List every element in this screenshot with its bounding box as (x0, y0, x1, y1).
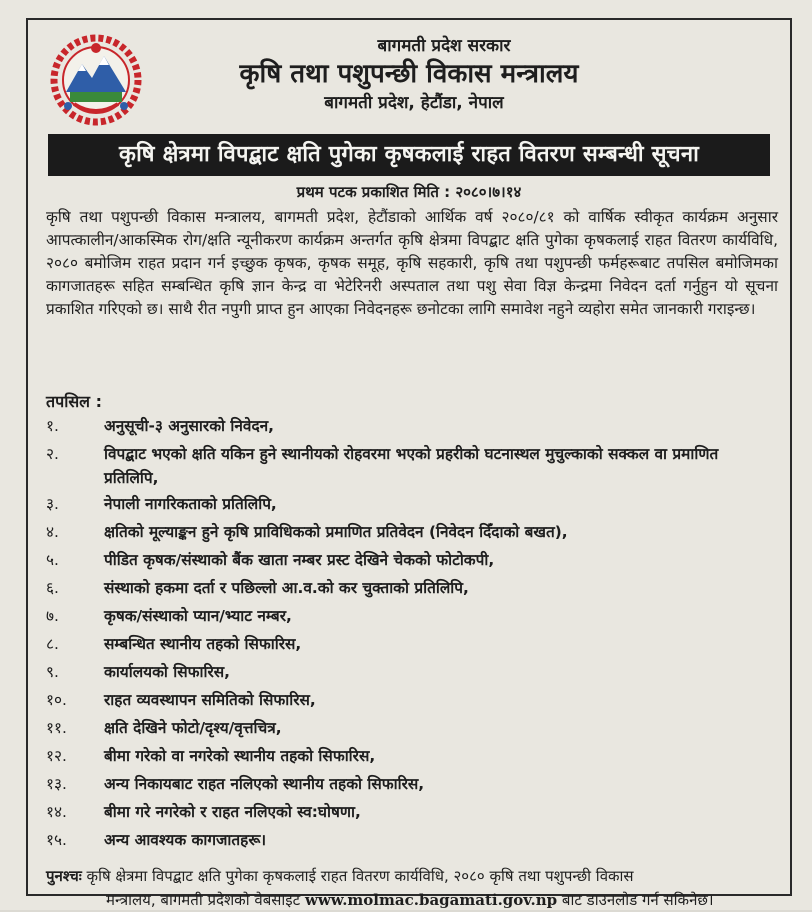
item-number: ७. (46, 607, 59, 625)
item-text: अन्य निकायबाट राहत नलिएको स्थानीय तहको सिफारिस, (104, 775, 425, 793)
list-item (46, 632, 774, 660)
item-text: संस्थाको हकमा दर्ता र पछिल्लो आ.व.को कर चुक्ताको प्रतिलिपि, (104, 579, 469, 597)
item-text: बीमा गरे नगरेको र राहत नलिएको स्व:घोषणा, (104, 803, 361, 821)
item-text: पीडित कृषक/संस्थाको बैंक खाता नम्बर प्रस्ट देखिने चेकको फोटोकपी, (104, 551, 495, 569)
item-number: ११. (46, 719, 67, 737)
item-text: विपद्बाट भएको क्षति यकिन हुने स्थानीयको रोहवरमा भएको प्रहरीको घटनास्थल मुचुल्काको सक्कल वा प्रमाणित प्रतिलिपि, (104, 445, 719, 487)
list-item (46, 604, 774, 632)
postscript-text-1: कृषि क्षेत्रमा विपद्बाट क्षति पुगेका कृषकलाई राहत वितरण कार्यविधि, २०८० कृषि तथा पशुपन्छी विकास (81, 867, 634, 885)
notice-title: कृषि क्षेत्रमा विपद्बाट क्षति पुगेका कृषकलाई राहत वितरण सम्बन्धी सूचना (48, 134, 770, 176)
notice-frame (26, 18, 792, 909)
item-number: ८. (46, 635, 59, 653)
ministry-name: कृषि तथा पशुपन्छी विकास मन्त्रालय (239, 59, 579, 89)
list-item (46, 716, 774, 744)
postscript-label: पुनश्चः (46, 867, 82, 885)
item-text: सम्बन्धित स्थानीय तहको सिफारिस, (104, 635, 302, 653)
item-text: क्षति देखिने फोटो/दृश्य/वृत्तचित्र, (104, 719, 282, 737)
item-text: कृषक/संस्थाको प्यान/भ्याट नम्बर, (104, 607, 292, 625)
intro-paragraph: कृषि तथा पशुपन्छी विकास मन्त्रालय, बागमती प्रदेश, हेटौंडाको आर्थिक वर्ष २०८०/८१ को वार्षिक स्वीकृत कार्यक्रम अनुसार आपत्कालीन/आकस्मिक रोग/क्षति न्यूनीकरण कार्यक्रम अन्तर्गत कृषि क्षेत्रमा विपद्बाट क्षति पुगेका कृषकलाई राहत वितरण कार्यविधि, २०८० बमोजिम राहत प्रदान गर्न इच्छुक कृषक, कृषक समूह, कृषि सहकारी, कृषि तथा पशुपन्छी फर्महरूबाट तपसिल बमोजिमका कागजातहरू सहित सम्बन्धित कृषि ज्ञान केन्द्र वा भेटेरिनरी अस्पताल तथा पशु सेवा विज्ञ केन्द्रमा निवेदन दर्ता गर्नुहुन यो सूचना प्रकाशित गरिएको छ। साथै रीत नपुगी प्राप्त हुन आएका निवेदनहरू छनोटका लागि समावेश नहुने व्यहोरा समेत जानकारी गराइन्छ। (46, 208, 778, 318)
postscript-text-3: बाट डाउनलोड गर्न सकिनेछ। (557, 891, 714, 909)
item-text: अनुसूची-३ अनुसारको निवेदन, (104, 417, 275, 435)
item-text: नेपाली नागरिकताको प्रतिलिपि, (104, 495, 277, 513)
item-number: २. (46, 445, 59, 463)
postscript (46, 864, 780, 912)
item-number: ६. (46, 579, 59, 597)
government-name: बागमती प्रदेश सरकार (377, 36, 511, 56)
item-number: ३. (46, 495, 59, 513)
list-item (46, 772, 774, 800)
nepal-government-emblem-icon (48, 34, 144, 126)
first-published-date: प्रथम पटक प्रकाशित मिति : २०८०।७।१४ (296, 183, 522, 201)
item-text: राहत व्यवस्थापन समितिको सिफारिस, (104, 691, 316, 709)
ministry-location: बागमती प्रदेश, हेटौंडा, नेपाल (324, 93, 504, 113)
list-item (46, 520, 774, 548)
item-number: ४. (46, 523, 59, 541)
list-item (46, 828, 774, 856)
required-documents-list (46, 414, 774, 856)
list-item (46, 576, 774, 604)
list-item (46, 442, 774, 492)
list-item (46, 688, 774, 716)
list-item (46, 744, 774, 772)
list-heading: तपसिल : (46, 392, 102, 411)
item-number: १५. (46, 831, 67, 849)
postscript-line-1 (46, 864, 780, 888)
list-item (46, 548, 774, 576)
item-number: ९. (46, 663, 59, 681)
item-text: क्षतिको मूल्याङ्कन हुने कृषि प्राविधिकको प्रमाणित प्रतिवेदन (निवेदन दिँदाको बखत), (104, 523, 568, 541)
header-text (148, 34, 770, 116)
item-number: १०. (46, 691, 67, 709)
item-number: १२. (46, 747, 67, 765)
notice-header (28, 26, 790, 130)
list-item (46, 800, 774, 828)
item-number: १. (46, 417, 59, 435)
item-text: अन्य आवश्यक कागजातहरू। (104, 831, 267, 849)
list-item (46, 492, 774, 520)
item-number: १३. (46, 775, 67, 793)
item-text: बीमा गरेको वा नगरेको स्थानीय तहको सिफारिस, (104, 747, 376, 765)
item-text: कार्यालयको सिफारिस, (104, 663, 231, 681)
item-number: १४. (46, 803, 67, 821)
item-number: ५. (46, 551, 59, 569)
postscript-text-2: मन्त्रालय, बागमती प्रदेशको वेबसाइट (106, 891, 305, 909)
postscript-line-2 (46, 888, 780, 912)
list-item (46, 660, 774, 688)
ministry-website-url: www.molmac.bagamati.gov.np (304, 891, 558, 909)
list-item (46, 414, 774, 442)
